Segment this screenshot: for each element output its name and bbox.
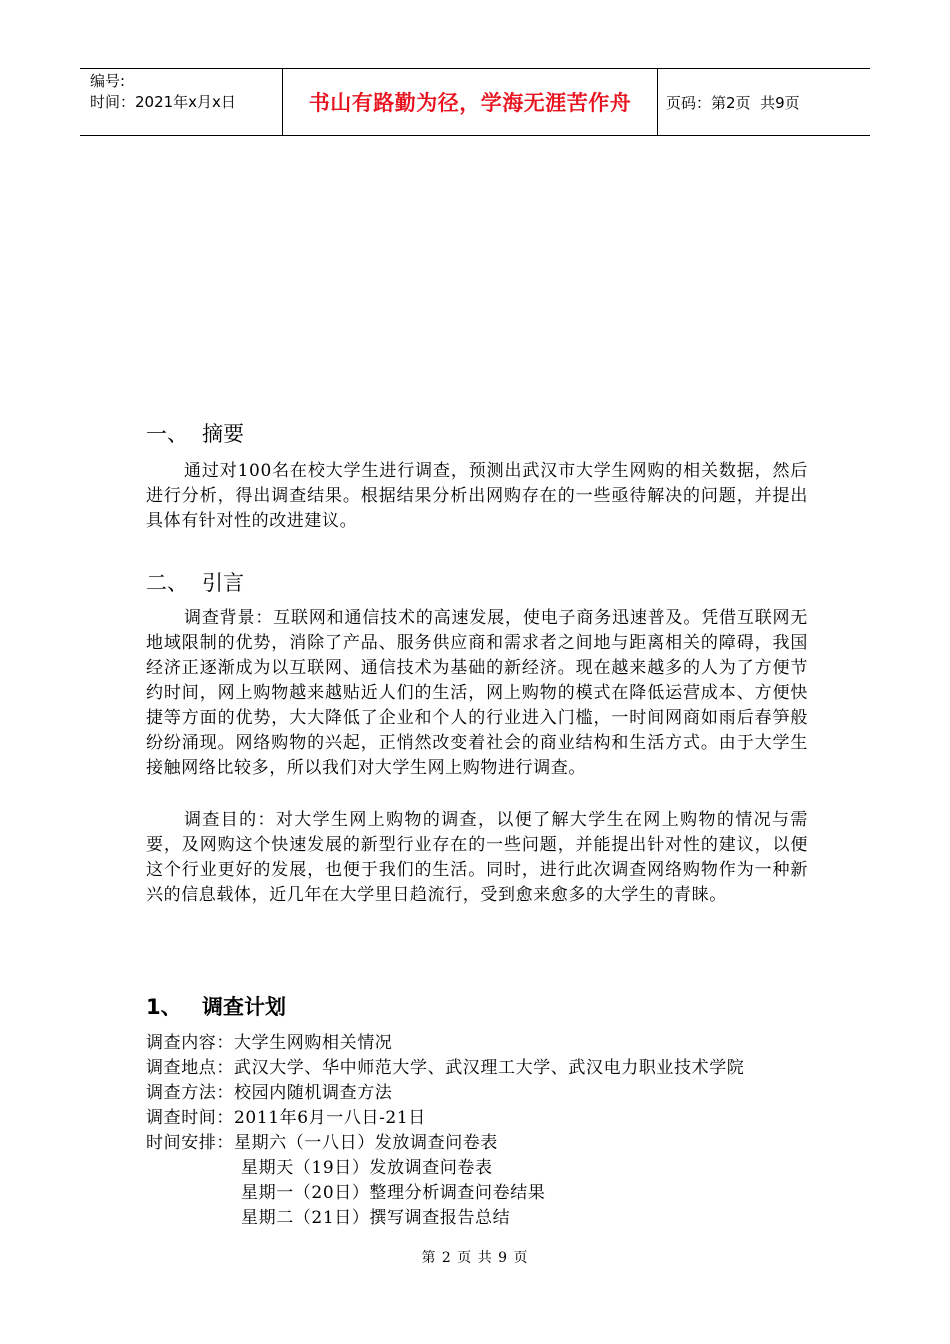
abstract-paragraph: 通过对100名在校大学生进行调查，预测出武汉市大学生网购的相关数据，然后进行分析，得出调查结果。根据结果分析出网购存在的一些亟待解决的问题，并提出具体有针对性的改进建议。 (146, 461, 808, 531)
schedule-item: 星期二（21日）撰写调查报告总结 (241, 1208, 511, 1228)
page-footer: 第 2 页 共 9 页 (421, 1250, 529, 1266)
background-text: ：互联网和通信技术的高速发展，使电子商务迅速普及。凭借互联网无地域限制的优势，消除了产品、服务供应商和需求者之间地与距离相关的障碍，我国经济正逐渐成为以互联网、通信技术为基础的新经济。现在越来越多的人为了方便节约时间，网上购物越来越贴近人们的生活，网上购物的模式在降低运营成本、方便快捷等方面的优势，大大降低了企业和个人的行业进入门槛，一时间网商如雨后春笋般纷纷涌现。网络购物的兴起，正悄然改变着社会的商业结构和生活方式。由于大学生接触网络比较多，所以我们对大学生网上购物进行调查。 (146, 608, 808, 778)
purpose-label: 调查目的 (184, 810, 258, 830)
section-number: 一、 (146, 422, 188, 446)
header-page-info (658, 69, 870, 135)
section-heading-plan (146, 994, 286, 1020)
doc-number-label: 编号: (90, 72, 126, 90)
page-header (80, 68, 870, 136)
plan-row (146, 1081, 826, 1106)
background-paragraph (146, 606, 808, 781)
header-meta (80, 69, 283, 135)
plan-key: 调查方法： (146, 1083, 234, 1103)
header-motto: 书山有路勤为径，学海无涯苦作舟 (283, 69, 658, 135)
plan-row (146, 1031, 826, 1056)
section-title: 调查计划 (202, 995, 286, 1019)
background-label: 调查背景 (184, 608, 256, 628)
section-title: 引言 (202, 571, 244, 595)
section-title: 摘要 (202, 422, 244, 446)
plan-list (146, 1031, 826, 1231)
header-page-label: 页码：第2页 共9页 (666, 93, 800, 112)
plan-key: 调查时间： (146, 1108, 234, 1128)
section-number: 1、 (146, 995, 182, 1019)
purpose-text: ：对大学生网上购物的调查，以便了解大学生在网上购物的情况与需要，及网购这个快速发展的新型行业存在的一些问题，并能提出针对性的建议，以便这个行业更好的发展，也便于我们的生活。同时，进行此次调查网络购物作为一种新兴的信息载体，近几年在大学里日趋流行，受到愈来愈多的大学生的青睐。 (146, 810, 809, 905)
plan-row (146, 1056, 826, 1081)
plan-value: 2011年6月一八日-21日 (234, 1108, 426, 1128)
section-heading-intro (146, 570, 244, 596)
doc-time-label: 时间：2021年x月x日 (90, 93, 236, 111)
plan-value: 武汉大学、华中师范大学、武汉理工大学、武汉电力职业技术学院 (234, 1058, 745, 1078)
plan-key: 调查内容： (146, 1033, 234, 1053)
plan-value: 大学生网购相关情况 (234, 1033, 393, 1053)
purpose-paragraph (146, 808, 808, 908)
section-number: 二、 (146, 571, 188, 595)
plan-row (146, 1131, 826, 1156)
plan-value: 校园内随机调查方法 (234, 1083, 393, 1103)
plan-row (146, 1106, 826, 1131)
section-heading-abstract (146, 421, 244, 447)
schedule-item: 星期天（19日）发放调查问卷表 (241, 1158, 493, 1178)
plan-value: 星期六（一八日）发放调查问卷表 (234, 1133, 498, 1153)
schedule-item: 星期一（20日）整理分析调查问卷结果 (241, 1183, 546, 1203)
plan-key: 调查地点： (146, 1058, 234, 1078)
plan-key: 时间安排： (146, 1133, 234, 1153)
